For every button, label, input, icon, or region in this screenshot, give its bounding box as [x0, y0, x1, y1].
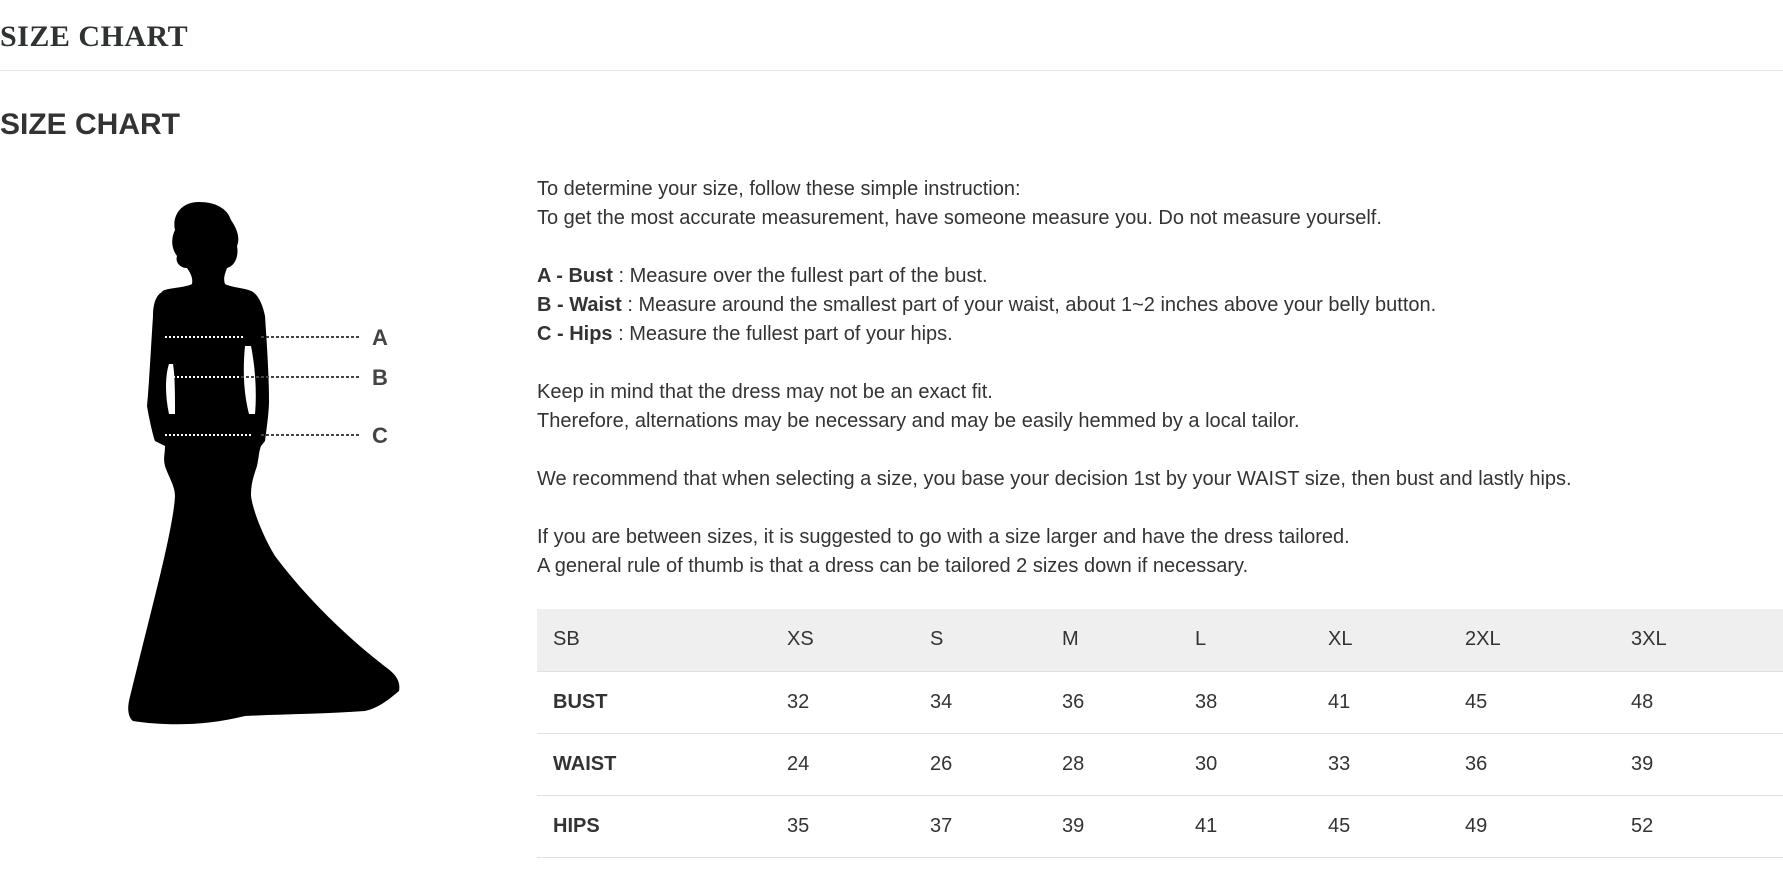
waist-text: : Measure around the smallest part of your waist, about 1~2 inches above your belly button. — [621, 294, 1437, 316]
column-header: 3XL — [1615, 609, 1783, 671]
marker-label-a: A — [372, 325, 388, 350]
table-cell: 28 — [1046, 733, 1179, 795]
hips-text: : Measure the fullest part of your hips. — [612, 323, 953, 345]
fit-note-2: Therefore, alternations may be necessary and may be easily hemmed by a local tailor. — [537, 410, 1300, 432]
size-chart-table — [537, 609, 1783, 858]
column-header: M — [1046, 609, 1179, 671]
table-cell: 35 — [771, 795, 914, 857]
table-cell: 32 — [771, 671, 914, 733]
bust-instruction — [537, 262, 1572, 291]
page-header — [0, 0, 1783, 71]
dress-silhouette-illustration — [125, 196, 425, 756]
hips-instruction — [537, 320, 1572, 349]
table-cell: 45 — [1312, 795, 1449, 857]
row-label: BUST — [537, 671, 771, 733]
recommendation: We recommend that when selecting a size, you base your decision 1st by your WAIST size, then bust and lastly hips. — [537, 468, 1572, 490]
header-title: SIZE CHART — [0, 20, 189, 53]
marker-label-b: B — [372, 365, 388, 390]
instruction-intro: To determine your size, follow these simple instruction: — [537, 178, 1021, 200]
table-cell: 52 — [1615, 795, 1783, 857]
table-cell: 33 — [1312, 733, 1449, 795]
table-cell: 24 — [771, 733, 914, 795]
bust-text: : Measure over the fullest part of the bust. — [612, 265, 988, 287]
size-instructions — [537, 175, 1572, 581]
table-row — [537, 795, 1783, 857]
measurement-figure — [125, 196, 425, 756]
table-cell: 49 — [1449, 795, 1615, 857]
waist-instruction — [537, 291, 1572, 320]
section-title: SIZE CHART — [0, 108, 180, 141]
table-header-row — [537, 609, 1783, 671]
table-cell: 41 — [1312, 671, 1449, 733]
table-cell: 45 — [1449, 671, 1615, 733]
waist-label: B - Waist — [537, 294, 622, 316]
table-cell: 39 — [1615, 733, 1783, 795]
row-label: WAIST — [537, 733, 771, 795]
table-cell: 26 — [914, 733, 1046, 795]
instruction-accuracy: To get the most accurate measurement, have someone measure you. Do not measure yourself. — [537, 207, 1382, 229]
between-sizes-note-2: A general rule of thumb is that a dress can be tailored 2 sizes down if necessary. — [537, 555, 1249, 577]
table-cell: 30 — [1179, 733, 1312, 795]
column-header: SB — [537, 609, 771, 671]
table-cell: 38 — [1179, 671, 1312, 733]
column-header: XL — [1312, 609, 1449, 671]
table-cell: 41 — [1179, 795, 1312, 857]
column-header: XS — [771, 609, 914, 671]
row-label: HIPS — [537, 795, 771, 857]
marker-label-c: C — [372, 423, 388, 448]
table-cell: 36 — [1449, 733, 1615, 795]
table-row — [537, 671, 1783, 733]
table-cell: 48 — [1615, 671, 1783, 733]
woman-silhouette-icon — [128, 202, 399, 724]
bust-label: A - Bust — [537, 265, 613, 287]
hips-label: C - Hips — [537, 323, 613, 345]
fit-note-1: Keep in mind that the dress may not be an exact fit. — [537, 381, 993, 403]
column-header: L — [1179, 609, 1312, 671]
table-cell: 34 — [914, 671, 1046, 733]
table-cell: 36 — [1046, 671, 1179, 733]
table-cell: 37 — [914, 795, 1046, 857]
table-row — [537, 733, 1783, 795]
column-header: S — [914, 609, 1046, 671]
column-header: 2XL — [1449, 609, 1615, 671]
between-sizes-note-1: If you are between sizes, it is suggested to go with a size larger and have the dress tailored. — [537, 526, 1350, 548]
table-cell: 39 — [1046, 795, 1179, 857]
